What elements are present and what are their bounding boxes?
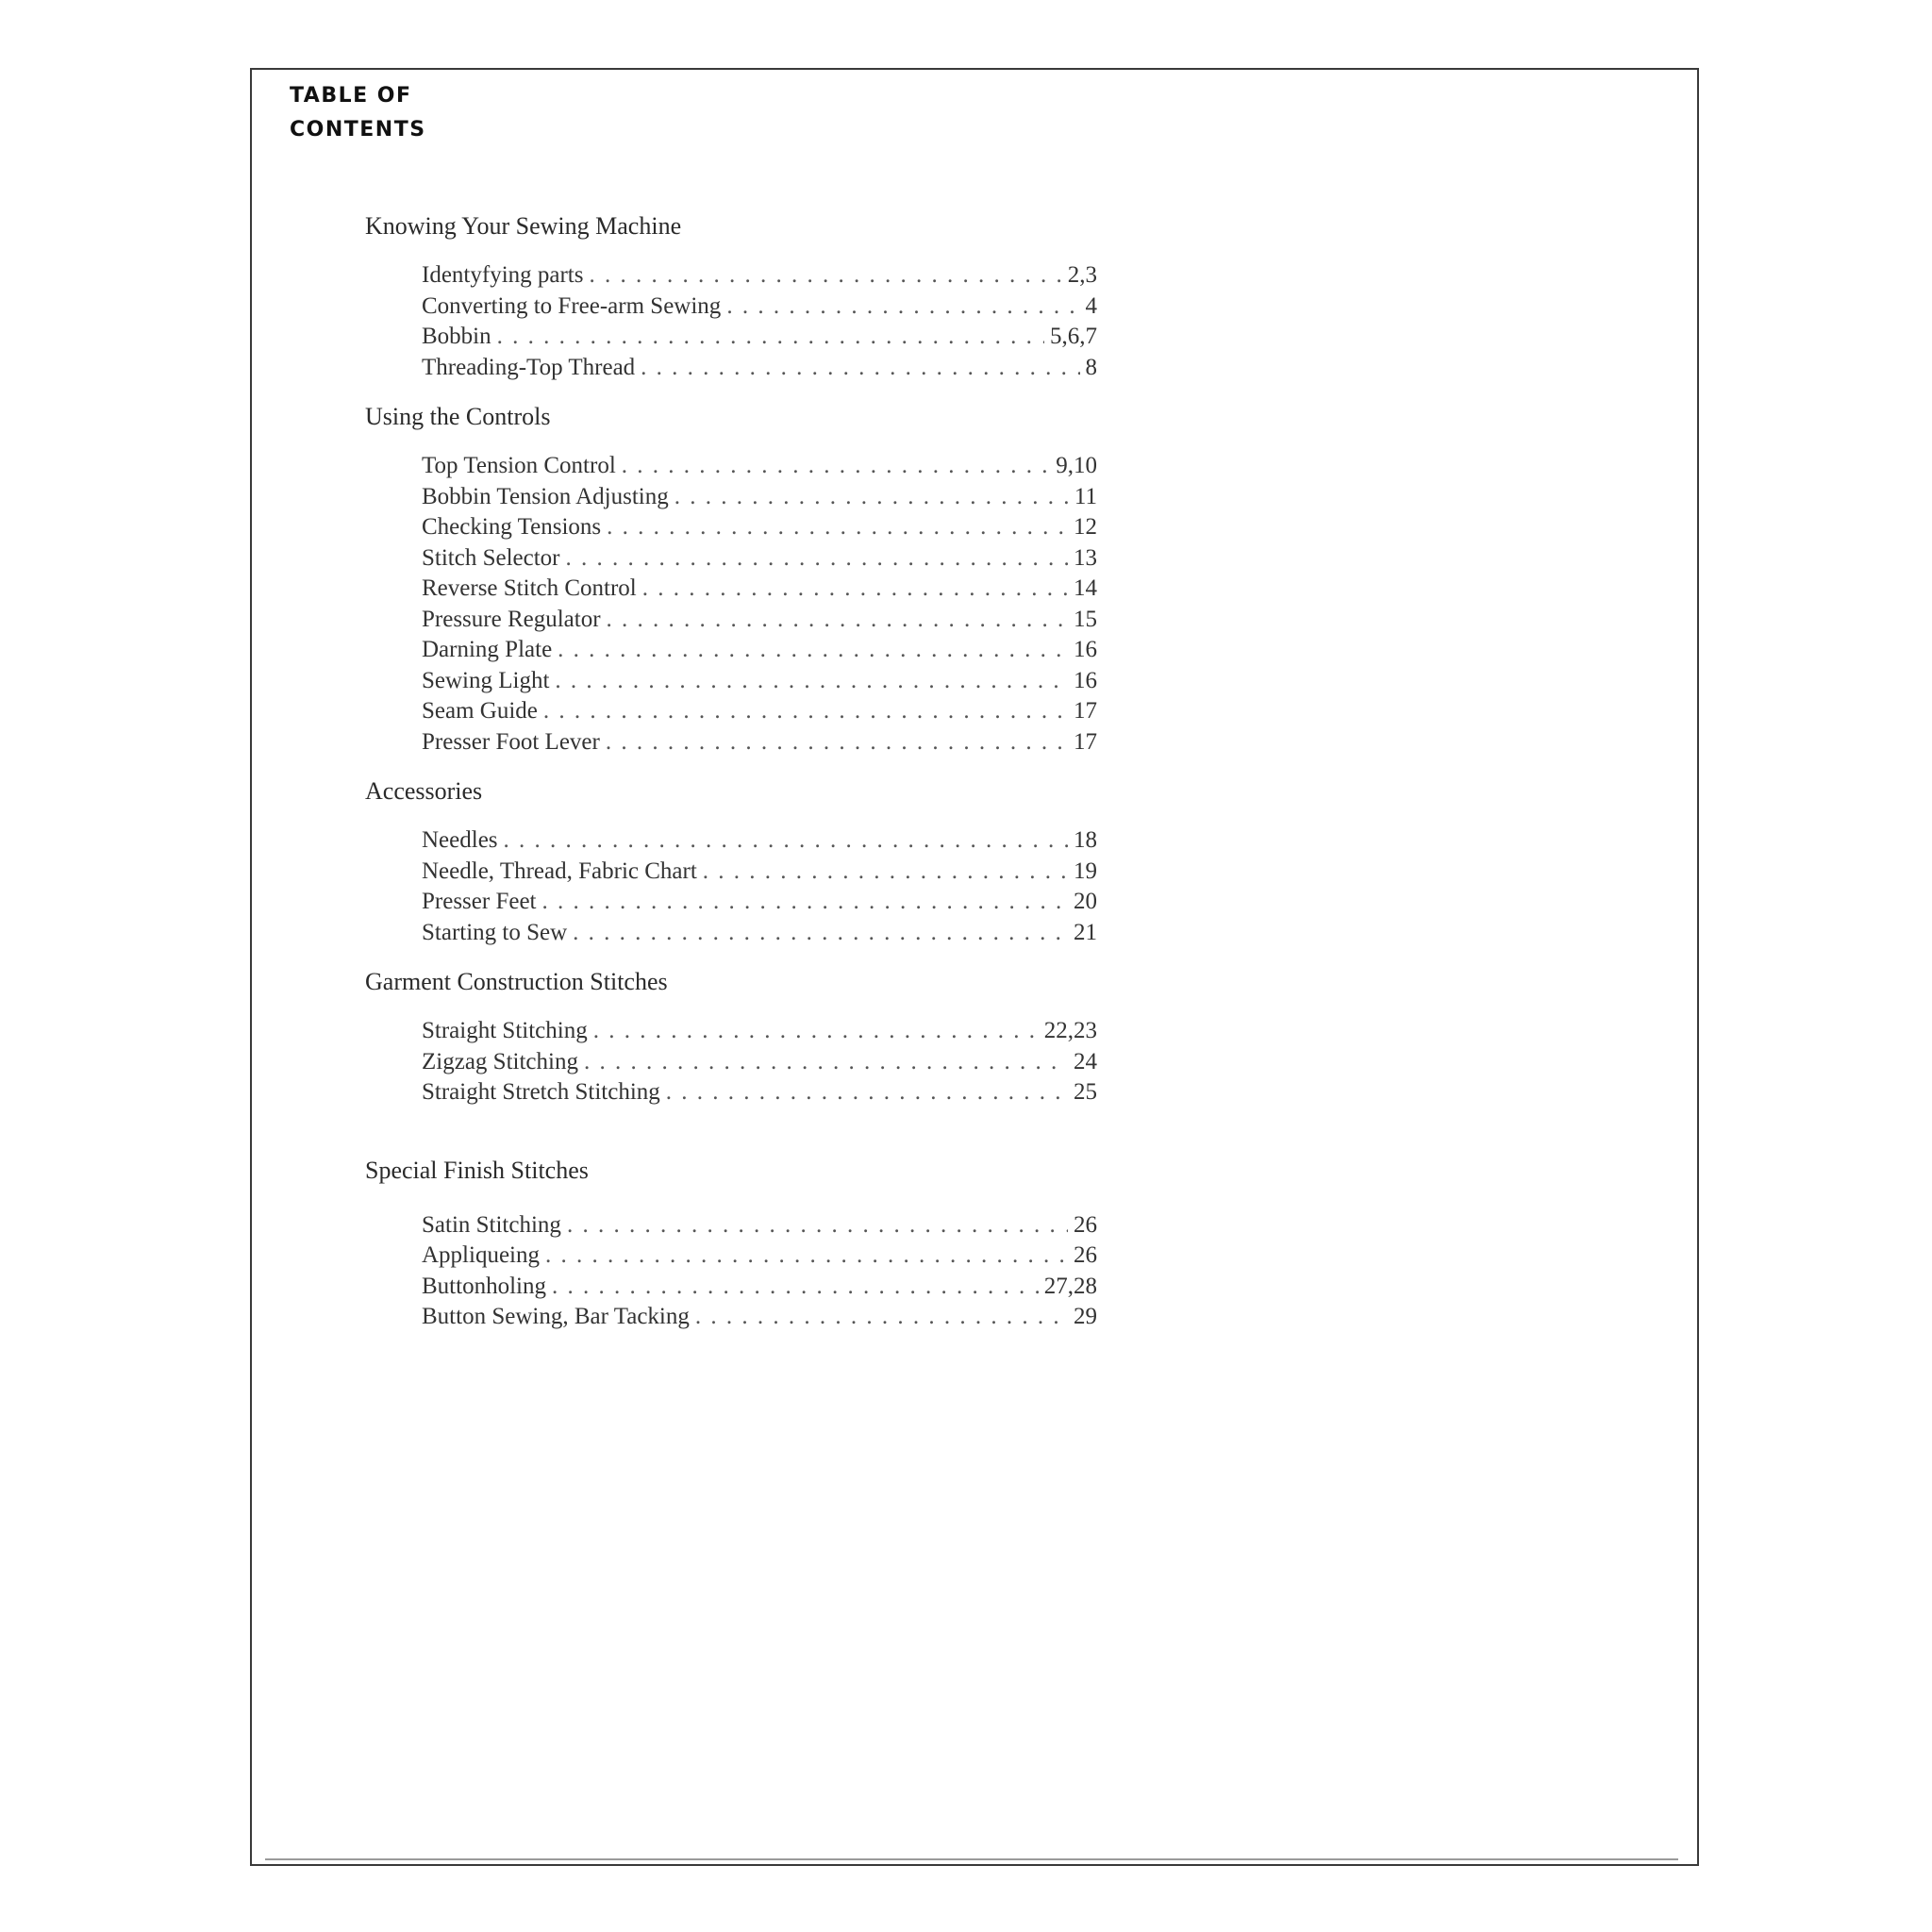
entry-title: Straight Stitching	[422, 1018, 588, 1043]
toc-entry[interactable]	[422, 291, 1097, 323]
entry-page-number: 2,3	[1067, 262, 1097, 288]
document-title	[290, 79, 426, 147]
entry-title: Reverse Stitch Control	[422, 575, 637, 601]
entry-page-number: 13	[1074, 544, 1097, 571]
entry-title: Sewing Light	[422, 667, 550, 693]
section-heading: Using the Controls	[365, 403, 551, 430]
table-of-contents	[365, 211, 1214, 1333]
entry-title: Buttonholing	[422, 1273, 546, 1299]
dot-leader	[703, 857, 1068, 888]
entry-page-number: 24	[1074, 1048, 1097, 1074]
entry-page-number: 19	[1074, 858, 1097, 884]
dot-leader	[566, 543, 1069, 575]
entry-page-number: 26	[1074, 1242, 1097, 1268]
entry-title: Stitch Selector	[422, 544, 560, 571]
dot-leader	[666, 1077, 1068, 1108]
toc-entry[interactable]	[422, 353, 1097, 384]
entry-page-number: 15	[1074, 606, 1097, 632]
section-entries	[365, 260, 1214, 383]
entry-title: Checking Tensions	[422, 514, 602, 540]
entry-page-number: 25	[1074, 1079, 1097, 1105]
entry-title: Converting to Free-arm Sewing	[422, 292, 722, 319]
toc-section-knowing-your-machine	[365, 211, 1214, 383]
entry-title: Pressure Regulator	[422, 606, 601, 632]
toc-entry[interactable]	[422, 1016, 1097, 1047]
toc-entry[interactable]	[422, 1047, 1097, 1078]
dot-leader	[543, 696, 1068, 727]
entry-page-number: 9,10	[1056, 453, 1097, 478]
entry-page-number: 8	[1085, 354, 1097, 380]
section-entries	[365, 825, 1214, 948]
entry-page-number: 16	[1074, 667, 1097, 693]
toc-entry[interactable]	[422, 918, 1097, 949]
dot-leader	[642, 574, 1068, 605]
toc-section-using-controls	[365, 402, 1214, 758]
toc-entry[interactable]	[422, 1272, 1097, 1303]
dot-leader	[584, 1047, 1068, 1078]
toc-entry[interactable]	[422, 574, 1097, 605]
entry-page-number: 21	[1074, 919, 1097, 945]
toc-section-special-finish	[365, 1156, 1214, 1333]
toc-entry[interactable]	[422, 1241, 1097, 1272]
entry-title: Presser Foot Lever	[422, 728, 600, 755]
toc-entry[interactable]	[422, 1077, 1097, 1108]
entry-page-number: 5,6,7	[1050, 324, 1097, 349]
entry-page-number: 4	[1085, 292, 1097, 319]
entry-title: Darning Plate	[422, 637, 553, 662]
entry-page-number: 22,23	[1043, 1018, 1097, 1043]
dot-leader	[622, 451, 1050, 482]
dot-leader	[567, 1210, 1068, 1241]
entry-page-number: 18	[1074, 827, 1097, 853]
toc-entry[interactable]	[422, 1210, 1097, 1241]
entry-page-number: 11	[1074, 483, 1097, 509]
toc-entry[interactable]	[422, 825, 1097, 857]
dot-leader	[497, 322, 1044, 353]
entry-page-number: 29	[1074, 1304, 1097, 1329]
entry-page-number: 17	[1074, 728, 1097, 755]
entry-page-number: 20	[1074, 889, 1097, 914]
toc-entry[interactable]	[422, 451, 1097, 482]
entry-title: Satin Stitching	[422, 1211, 561, 1238]
toc-entry[interactable]	[422, 727, 1097, 758]
dot-leader	[589, 260, 1061, 291]
toc-entry[interactable]	[422, 605, 1097, 636]
entry-title: Bobbin Tension Adjusting	[422, 483, 669, 509]
document-page	[250, 68, 1699, 1866]
section-entries	[365, 1210, 1214, 1333]
entry-title: Button Sewing, Bar Tacking	[422, 1304, 690, 1329]
dot-leader	[607, 512, 1068, 543]
entry-title: Needle, Thread, Fabric Chart	[422, 858, 697, 884]
dot-leader	[555, 666, 1068, 697]
entry-title: Straight Stretch Stitching	[422, 1079, 660, 1105]
entry-page-number: 17	[1074, 698, 1097, 724]
section-entries	[365, 451, 1214, 758]
toc-entry[interactable]	[422, 635, 1097, 666]
dot-leader	[607, 605, 1068, 636]
toc-entry[interactable]	[422, 1302, 1097, 1333]
toc-entry[interactable]	[422, 887, 1097, 918]
entry-title: Top Tension Control	[422, 453, 616, 478]
entry-title: Appliqueing	[422, 1242, 540, 1268]
entry-title: Starting to Sew	[422, 919, 568, 945]
toc-section-accessories	[365, 776, 1214, 948]
dot-leader	[675, 482, 1069, 513]
dot-leader	[558, 635, 1068, 666]
dot-leader	[504, 825, 1068, 857]
toc-entry[interactable]	[422, 482, 1097, 513]
toc-entry[interactable]	[422, 696, 1097, 727]
dot-leader	[593, 1016, 1039, 1047]
entry-title: Zigzag Stitching	[422, 1048, 578, 1074]
toc-entry[interactable]	[422, 666, 1097, 697]
title-line-2: CONTENTS	[290, 118, 426, 142]
title-line-1: TABLE OF	[290, 84, 412, 108]
toc-entry[interactable]	[422, 260, 1097, 291]
entry-title: Seam Guide	[422, 698, 538, 724]
entry-title: Threading-Top Thread	[422, 354, 636, 380]
toc-entry[interactable]	[422, 543, 1097, 575]
section-entries	[365, 1016, 1214, 1108]
bottom-rule	[265, 1858, 1678, 1860]
section-heading: Special Finish Stitches	[365, 1156, 589, 1184]
dot-leader	[552, 1272, 1039, 1303]
toc-entry[interactable]	[422, 857, 1097, 888]
dot-leader	[641, 353, 1079, 384]
toc-entry[interactable]	[422, 512, 1097, 543]
dot-leader	[542, 887, 1069, 918]
toc-entry[interactable]	[422, 322, 1097, 353]
dot-leader	[545, 1241, 1068, 1272]
entry-page-number: 26	[1074, 1211, 1097, 1238]
toc-section-garment-construction	[365, 967, 1214, 1108]
entry-title: Identyfying parts	[422, 262, 584, 288]
entry-page-number: 14	[1074, 575, 1097, 601]
section-heading: Garment Construction Stitches	[365, 968, 668, 995]
entry-page-number: 16	[1074, 637, 1097, 662]
section-heading: Accessories	[365, 777, 483, 805]
dot-leader	[726, 291, 1079, 323]
entry-page-number: 12	[1074, 514, 1097, 540]
dot-leader	[573, 918, 1068, 949]
entry-page-number: 27,28	[1043, 1273, 1097, 1299]
entry-title: Bobbin	[422, 324, 491, 349]
entry-title: Needles	[422, 827, 498, 853]
dot-leader	[606, 727, 1068, 758]
section-heading: Knowing Your Sewing Machine	[365, 212, 682, 240]
dot-leader	[695, 1302, 1068, 1333]
entry-title: Presser Feet	[422, 889, 537, 914]
